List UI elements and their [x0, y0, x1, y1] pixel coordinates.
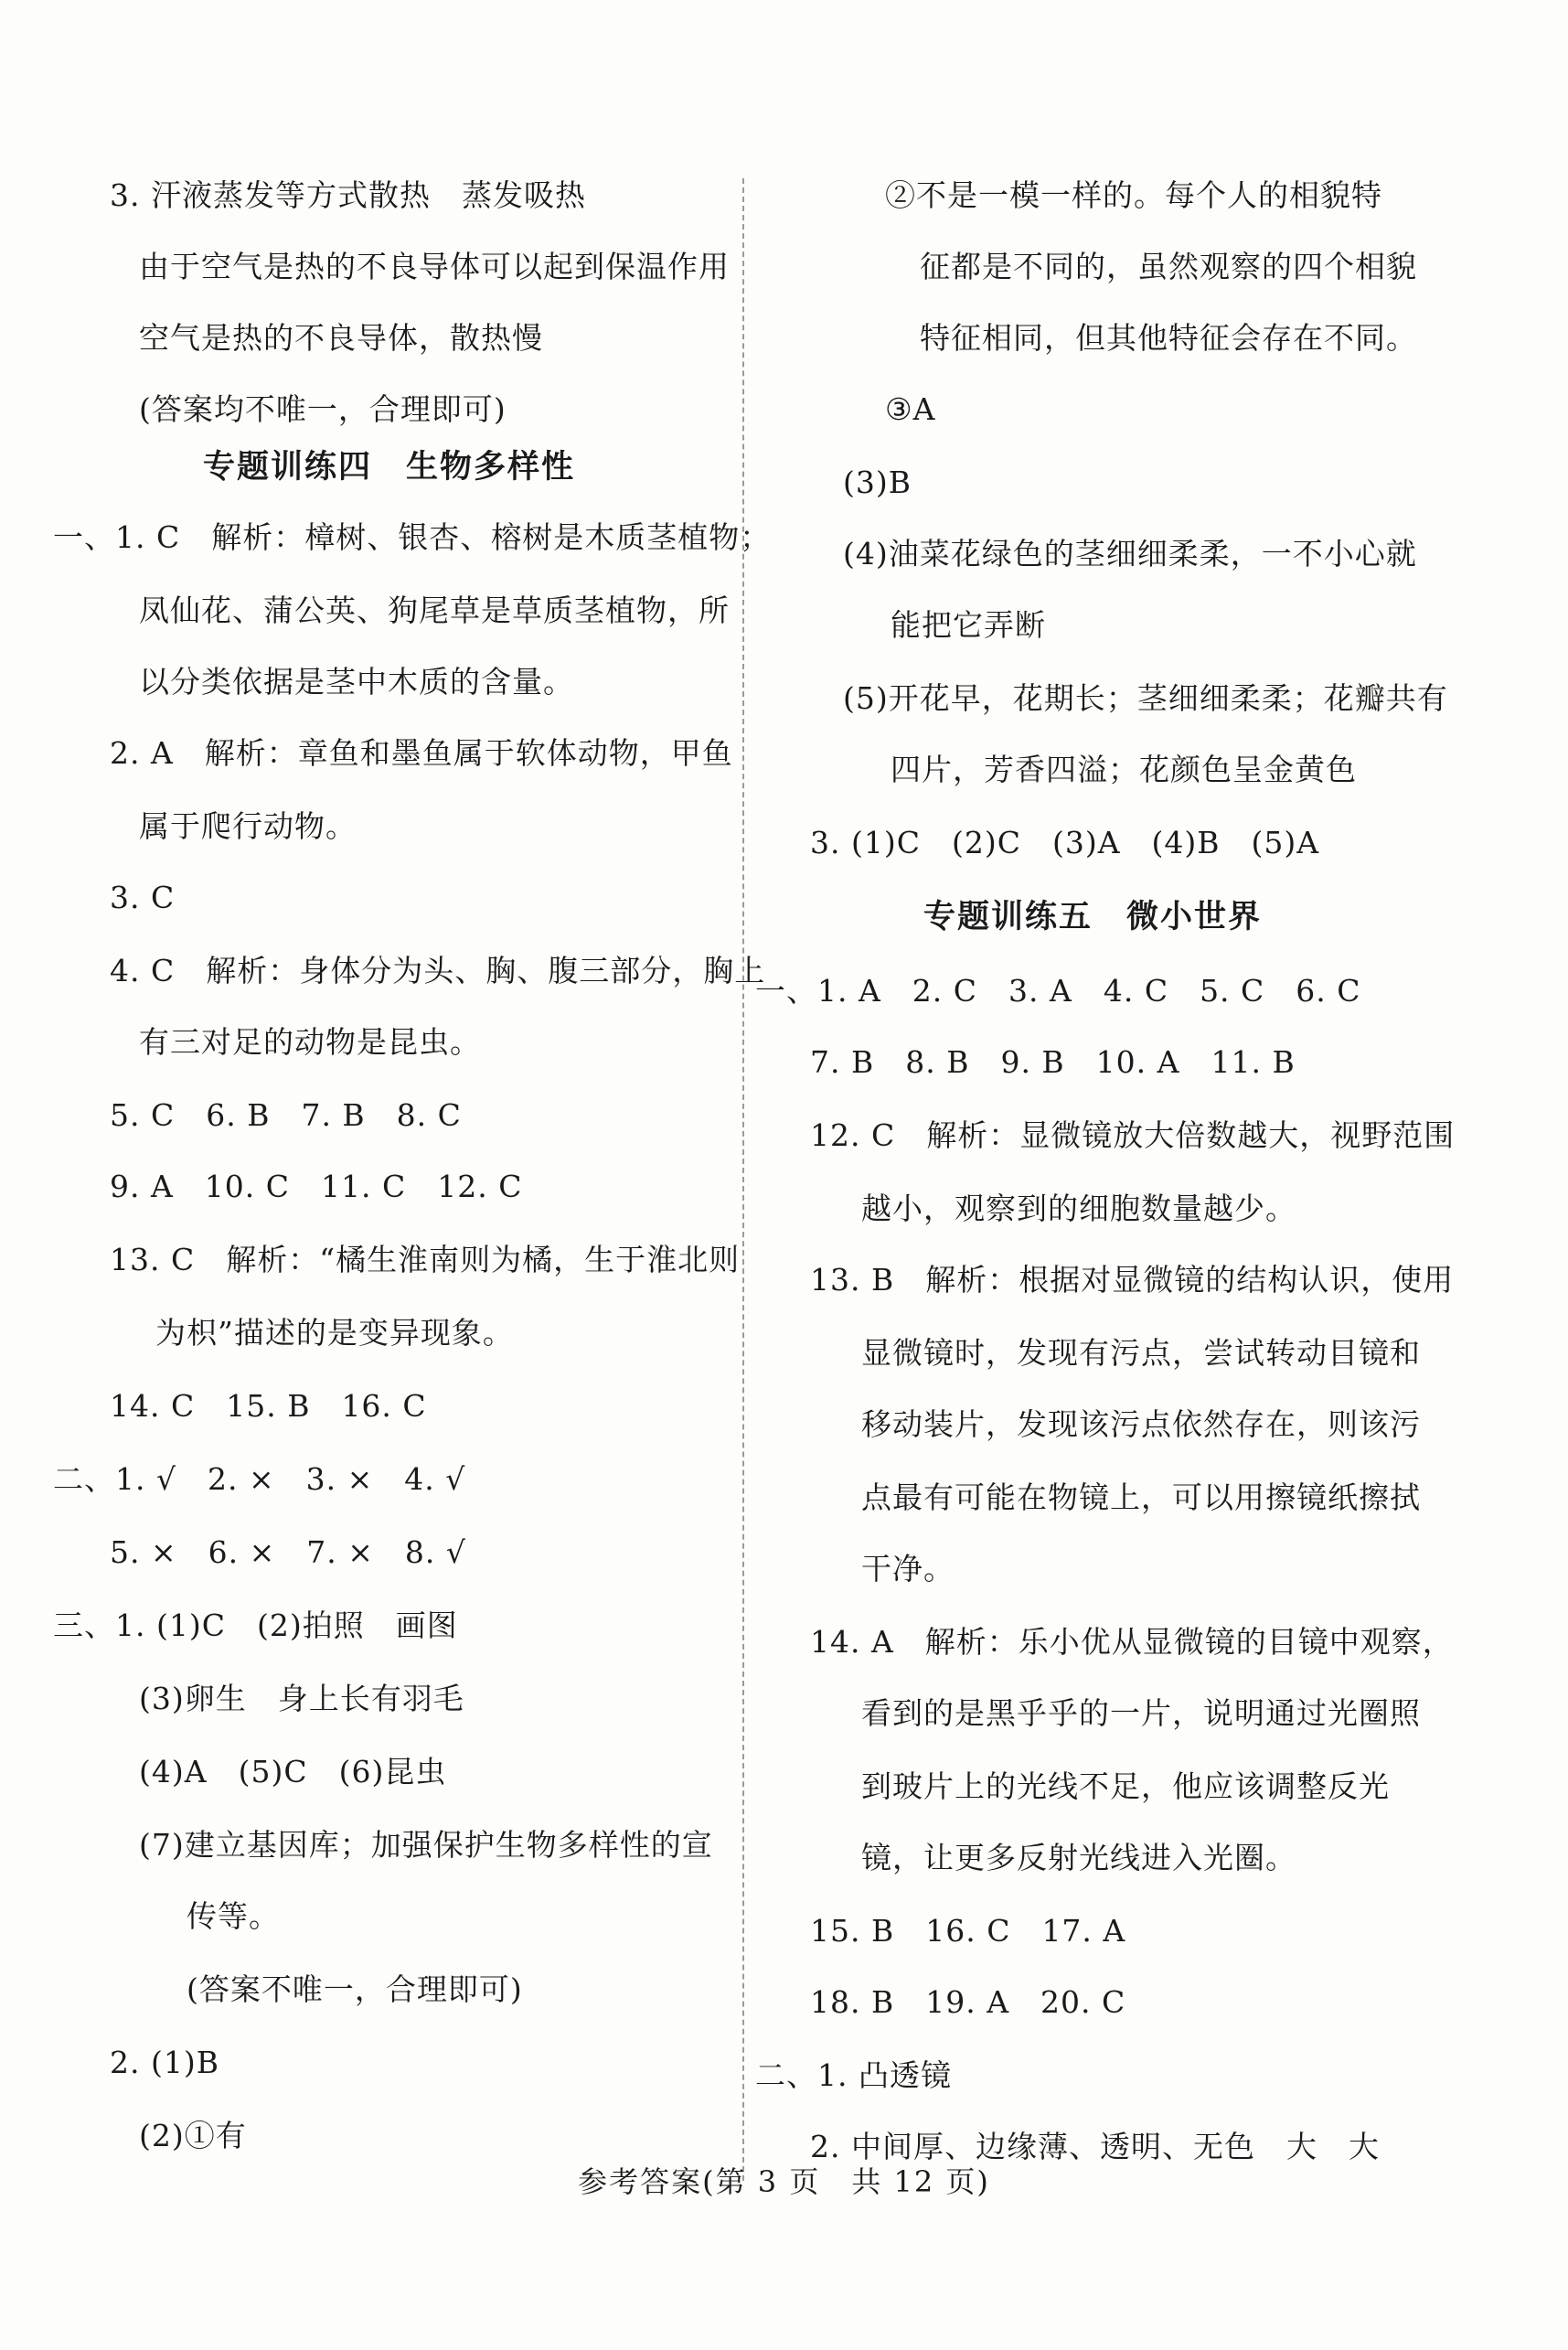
answer-line: 3. 汗液蒸发等方式散热 蒸发吸热 — [110, 177, 586, 213]
section-heading: 专题训练四 生物多样性 — [203, 449, 576, 486]
answer-line: 三、1. (1)C (2)拍照 画图 — [53, 1608, 458, 1643]
answer-line: 二、1. 凸透镜 — [755, 2057, 952, 2093]
answer-line: 显微镜时，发现有污点，尝试转动目镜和 — [861, 1335, 1421, 1371]
answer-line: 13. C 解析：“橘生淮南则为橘，生于淮北则 — [110, 1242, 741, 1277]
column-divider — [742, 178, 744, 2181]
answer-line: (5)开花早，花期长；茎细细柔柔；花瓣共有 — [843, 680, 1448, 716]
answer-line: 凤仙花、蒲公英、狗尾草是草质茎植物，所 — [139, 593, 730, 628]
answer-line: 有三对足的动物是昆虫。 — [139, 1024, 481, 1060]
answer-line: (2)①有 — [139, 2118, 247, 2153]
answer-line: 特征相同，但其他特征会存在不同。 — [920, 320, 1417, 356]
answer-line: 2. (1)B — [110, 2045, 219, 2080]
answer-line: 14. A 解析：乐小优从显微镜的目镜中观察， — [810, 1624, 1454, 1660]
answer-line: 5. C 6. B 7. B 8. C — [110, 1097, 462, 1133]
answer-line: 以分类依据是茎中木质的含量。 — [139, 664, 574, 700]
answer-line: 到玻片上的光线不足，他应该调整反光 — [861, 1768, 1390, 1804]
answer-line: 15. B 16. C 17. A — [810, 1913, 1126, 1949]
answer-line: 5. × 6. × 7. × 8. √ — [110, 1534, 466, 1570]
answer-line: (3)卵生 身上长有羽毛 — [139, 1681, 464, 1716]
answer-line: 12. C 解析：显微镜放大倍数越大，视野范围 — [810, 1117, 1456, 1153]
answer-line: (3)B — [843, 465, 912, 500]
answer-line: 14. C 15. B 16. C — [110, 1388, 427, 1424]
answer-line: 一、1. A 2. C 3. A 4. C 5. C 6. C — [755, 973, 1361, 1009]
answer-line: 能把它弄断 — [891, 607, 1046, 643]
answer-line: 由于空气是热的不良导体可以起到保温作用 — [139, 249, 730, 284]
answer-line: 一、1. C 解析：樟树、银杏、榕树是木质茎植物； — [53, 519, 772, 555]
answer-line: 4. C 解析：身体分为头、胸、腹三部分，胸上 — [110, 953, 766, 988]
answer-line: (4)油菜花绿色的茎细细柔柔，一不小心就 — [843, 536, 1417, 571]
answer-line: 3. C — [110, 880, 176, 915]
answer-line: (4)A (5)C (6)昆虫 — [139, 1754, 447, 1789]
answer-line: 越小，观察到的细胞数量越少。 — [861, 1191, 1296, 1226]
answer-line: ②不是一模一样的。每个人的相貌特 — [885, 177, 1382, 213]
answer-line: (7)建立基因库；加强保护生物多样性的宣 — [139, 1827, 713, 1863]
answer-line: 二、1. √ 2. × 3. × 4. √ — [53, 1461, 466, 1497]
answer-line: 3. (1)C (2)C (3)A (4)B (5)A — [810, 825, 1320, 860]
page-footer: 参考答案(第 3 页 共 12 页) — [578, 2164, 990, 2199]
answer-line: 属于爬行动物。 — [139, 808, 357, 844]
answer-line: 移动装片，发现该污点依然存在，则该污 — [861, 1406, 1421, 1442]
answer-line: 13. B 解析：根据对显微镜的结构认识，使用 — [810, 1262, 1455, 1298]
answer-line: 看到的是黑乎乎的一片，说明通过光圈照 — [861, 1695, 1421, 1731]
answer-line: 干净。 — [861, 1551, 955, 1586]
answer-line: 征都是不同的，虽然观察的四个相貌 — [920, 249, 1417, 284]
answer-line: 点最有可能在物镜上，可以用擦镜纸擦拭 — [861, 1479, 1421, 1515]
answer-line: 9. A 10. C 11. C 12. C — [110, 1169, 523, 1204]
answer-line: 四片，芳香四溢；花颜色呈金黄色 — [891, 752, 1357, 787]
answer-line: ③A — [885, 391, 936, 427]
answer-line: 镜，让更多反射光线进入光圈。 — [861, 1840, 1296, 1875]
answer-line: 7. B 8. B 9. B 10. A 11. B — [810, 1044, 1296, 1080]
answer-line: 为枳”描述的是变异现象。 — [155, 1315, 514, 1351]
answer-line: 传等。 — [187, 1898, 280, 1934]
answer-line: 18. B 19. A 20. C — [810, 1984, 1126, 2020]
answer-line: (答案不唯一，合理即可) — [187, 1971, 523, 2007]
answer-line: (答案均不唯一，合理即可) — [139, 391, 507, 427]
answer-line: 2. A 解析：章鱼和墨鱼属于软体动物，甲鱼 — [110, 735, 733, 771]
section-heading: 专题训练五 微小世界 — [923, 899, 1263, 935]
answer-line: 空气是热的不良导体，散热慢 — [139, 320, 543, 356]
answer-line: 2. 中间厚、边缘薄、透明、无色 大 大 — [810, 2129, 1380, 2164]
